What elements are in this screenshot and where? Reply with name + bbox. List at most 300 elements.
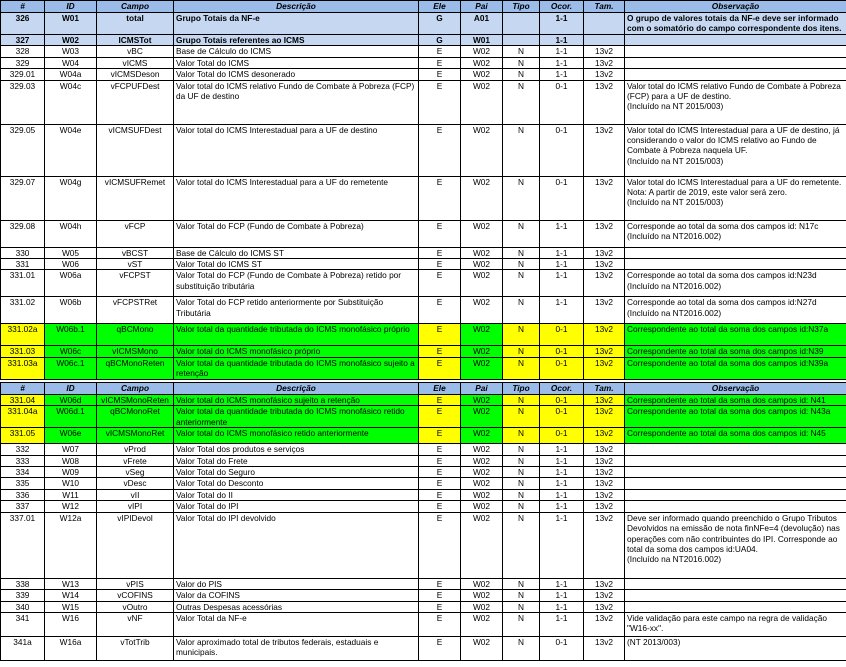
cell-text: Valor total do ICMS Interestadual para a UF de destino, já considerando o valor do ICMS relativo ao Fundo de Combate à Pobreza naquela UF. (Incluído na NT 2015/003): [627, 124, 840, 166]
cell-text: Base de Cálculo do ICMS ST: [176, 247, 284, 258]
cell-parent-id: [461, 124, 503, 176]
cell-text: 0-1: [555, 428, 568, 439]
cell-description: [174, 247, 419, 258]
cell-text: 331.01: [9, 270, 36, 281]
cell-description: [174, 80, 419, 124]
cell-text: vDesc: [123, 478, 147, 489]
cell-text: 13v2: [595, 259, 613, 270]
cell-text: Corresponde ao total da soma dos campos id:N23d (Incluído na NT2016.002): [627, 270, 817, 291]
table-row: [1, 489, 846, 500]
cell-text: 1-1: [555, 297, 568, 308]
cell-parent-id: [461, 444, 503, 455]
cell-text: 13v2: [595, 69, 613, 80]
cell-text: Valor total do ICMS Interestadual para a UF do remetente. Nota: A partir de 2019, este valor será zero. (Incluído na NT 2015/003): [627, 176, 842, 208]
cell-size: [584, 478, 625, 489]
cell-text: W15: [61, 601, 80, 612]
cell-text: W02: [472, 176, 491, 187]
cell-text: 0-1: [555, 406, 568, 417]
cell-text: 329.05: [9, 124, 36, 135]
cell-observation: [625, 357, 846, 379]
cell-text: 1-1: [555, 578, 568, 589]
cell-description: [174, 324, 419, 346]
table-row: [1, 259, 846, 270]
cell-text: 331: [15, 259, 30, 270]
cell-data-type: [503, 297, 540, 324]
cell-field-id: [45, 455, 97, 466]
cell-text: Valor Total do FCP (Fundo de Combate à Pobreza) retido por substituição tributária: [176, 270, 402, 291]
cell-text: 1-1: [555, 270, 568, 281]
cell-field-name: [97, 270, 174, 297]
cell-element-type: [419, 80, 461, 124]
cell-element-type: [419, 501, 461, 512]
cell-text: Valor total do ICMS Interestadual para a UF do remetente: [176, 176, 388, 187]
cell-data-type: [503, 601, 540, 612]
cell-field-id: [45, 297, 97, 324]
cell-text: E: [436, 46, 443, 57]
cell-text: G: [436, 13, 443, 23]
cell-text: 0-1: [555, 324, 568, 335]
cell-element-type: [419, 247, 461, 258]
cell-text: N: [518, 259, 524, 270]
cell-text: E: [436, 324, 443, 335]
cell-text: N: [518, 636, 524, 647]
cell-size: [584, 46, 625, 57]
cell-element-type: [419, 455, 461, 466]
cell-text: vFCPST: [119, 270, 151, 281]
cell-field-id: [45, 478, 97, 489]
cell-row-number: [1, 80, 45, 124]
cell-text: W02: [61, 35, 80, 45]
cell-observation: [625, 428, 846, 444]
cell-text: Valor aproximado total de tributos federais, estaduais e municipais.: [176, 636, 379, 658]
cell-observation: [625, 501, 846, 512]
cell-row-number: [1, 636, 45, 660]
cell-text: 13v2: [595, 501, 613, 512]
cell-row-number: [1, 346, 45, 357]
cell-text: N: [518, 444, 524, 455]
cell-description: [174, 35, 419, 46]
cell-field-name: [97, 406, 174, 428]
cell-parent-id: [461, 57, 503, 68]
cell-text: E: [436, 601, 443, 612]
cell-description: [174, 394, 419, 405]
cell-occurrence: [540, 13, 584, 35]
cell-text: 13v2: [595, 636, 613, 647]
cell-field-id: [45, 124, 97, 176]
cell-field-name: [97, 455, 174, 466]
cell-text: vFCP: [124, 220, 146, 231]
cell-parent-id: [461, 346, 503, 357]
table-row: [1, 512, 846, 578]
cell-field-name: [97, 467, 174, 478]
cell-parent-id: [461, 357, 503, 379]
cell-text: 13v2: [595, 270, 613, 281]
table-body: [1, 1, 846, 661]
cell-field-id: [45, 467, 97, 478]
cell-text: E: [436, 270, 443, 281]
cell-text: 328: [15, 46, 30, 57]
cell-observation: [625, 57, 846, 68]
cell-text: Valor total da quantidade tributada do ICMS monofásico sujeito a retenção: [176, 357, 415, 379]
cell-size: [584, 297, 625, 324]
cell-text: Valor total do ICMS monofásico sujeito a retenção: [176, 394, 360, 405]
table-row: [1, 406, 846, 428]
cell-occurrence: [540, 478, 584, 489]
cell-field-id: [45, 57, 97, 68]
cell-element-type: [419, 35, 461, 46]
cell-text: E: [436, 297, 443, 308]
cell-text: vBC: [127, 46, 143, 57]
cell-text: G: [436, 35, 443, 45]
cell-parent-id: [461, 601, 503, 612]
cell-text: W14: [61, 590, 80, 601]
cell-text: 1-1: [555, 46, 568, 57]
cell-occurrence: [540, 357, 584, 379]
cell-text: Valor do PIS: [176, 578, 222, 589]
table-row: [1, 478, 846, 489]
cell-text: W09: [61, 467, 80, 478]
cell-field-id: [45, 428, 97, 444]
cell-text: 13v2: [595, 297, 613, 308]
cell-text: E: [436, 247, 443, 258]
cell-text: 13v2: [595, 357, 613, 368]
cell-text: vFrete: [123, 455, 147, 466]
cell-field-name: [97, 489, 174, 500]
cell-field-name: [97, 444, 174, 455]
cell-row-number: [1, 455, 45, 466]
cell-occurrence: [540, 176, 584, 220]
cell-text: 13v2: [595, 324, 613, 335]
cell-text: W02: [472, 590, 491, 601]
cell-text: W02: [472, 57, 491, 68]
cell-parent-id: [461, 270, 503, 297]
cell-text: 1-1: [555, 489, 568, 500]
cell-text: 0-1: [555, 176, 568, 187]
cell-data-type: [503, 636, 540, 660]
cell-text: 13v2: [595, 612, 613, 623]
cell-field-name: [97, 297, 174, 324]
cell-row-number: [1, 512, 45, 578]
cell-element-type: [419, 176, 461, 220]
cell-text: W08: [61, 455, 80, 466]
cell-observation: [625, 455, 846, 466]
column-header-size: Tam.: [584, 382, 625, 394]
table-row: [1, 346, 846, 357]
cell-observation: [625, 444, 846, 455]
cell-size: [584, 259, 625, 270]
cell-text: 332: [15, 444, 30, 455]
cell-field-name: [97, 346, 174, 357]
cell-text: W04g: [59, 176, 82, 187]
cell-description: [174, 428, 419, 444]
cell-field-id: [45, 259, 97, 270]
table-row: [1, 57, 846, 68]
cell-text: E: [436, 124, 443, 135]
cell-size: [584, 455, 625, 466]
cell-text: vSeg: [125, 467, 145, 478]
cell-text: W06d: [59, 394, 82, 405]
cell-data-type: [503, 512, 540, 578]
cell-parent-id: [461, 220, 503, 247]
cell-text: 1-1: [555, 13, 568, 23]
table-row: [1, 46, 846, 57]
cell-text: Correspondente ao total da soma dos campos id: N45: [627, 428, 826, 439]
cell-text: 1-1: [555, 512, 568, 523]
cell-observation: [625, 46, 846, 57]
cell-field-id: [45, 270, 97, 297]
cell-description: [174, 406, 419, 428]
cell-size: [584, 270, 625, 297]
cell-size: [584, 444, 625, 455]
cell-text: N: [518, 478, 524, 489]
table-row: [1, 270, 846, 297]
cell-field-id: [45, 220, 97, 247]
cell-observation: [625, 394, 846, 405]
cell-row-number: [1, 444, 45, 455]
cell-field-name: [97, 478, 174, 489]
cell-field-id: [45, 46, 97, 57]
cell-description: [174, 501, 419, 512]
cell-text: E: [436, 220, 443, 231]
cell-size: [584, 69, 625, 80]
cell-field-id: [45, 13, 97, 35]
cell-row-number: [1, 124, 45, 176]
cell-text: E: [436, 394, 443, 405]
column-header-parent-id: Pai: [461, 382, 503, 394]
cell-element-type: [419, 512, 461, 578]
cell-data-type: [503, 124, 540, 176]
cell-text: N: [518, 57, 524, 68]
cell-text: E: [436, 489, 443, 500]
cell-description: [174, 601, 419, 612]
cell-text: vICMSMonoRet: [105, 428, 165, 439]
cell-data-type: [503, 259, 540, 270]
cell-occurrence: [540, 124, 584, 176]
table-row: [1, 176, 846, 220]
cell-text: 327: [15, 35, 30, 45]
cell-text: vCOFINS: [117, 590, 153, 601]
cell-size: [584, 406, 625, 428]
cell-text: E: [436, 428, 443, 439]
cell-data-type: [503, 346, 540, 357]
column-header-row-number: #: [1, 382, 45, 394]
cell-text: 0-1: [555, 80, 568, 91]
cell-text: W02: [472, 636, 491, 647]
cell-observation: [625, 13, 846, 35]
cell-element-type: [419, 394, 461, 405]
cell-row-number: [1, 270, 45, 297]
cell-text: E: [436, 455, 443, 466]
cell-row-number: [1, 357, 45, 379]
cell-text: vICMSMonoReten: [101, 394, 169, 405]
cell-size: [584, 13, 625, 35]
cell-text: 13v2: [595, 478, 613, 489]
cell-row-number: [1, 247, 45, 258]
cell-text: W06d.1: [56, 406, 85, 417]
cell-description: [174, 512, 419, 578]
cell-observation: [625, 124, 846, 176]
cell-data-type: [503, 13, 540, 35]
cell-text: W02: [472, 247, 491, 258]
cell-field-name: [97, 501, 174, 512]
cell-element-type: [419, 259, 461, 270]
table-row: [1, 357, 846, 379]
cell-text: W06b: [59, 297, 82, 308]
cell-text: W07: [61, 444, 80, 455]
cell-text: W02: [472, 478, 491, 489]
column-header-observation: Observação: [625, 382, 846, 394]
cell-text: W06b.1: [56, 324, 85, 335]
cell-text: N: [518, 428, 524, 439]
cell-data-type: [503, 467, 540, 478]
cell-text: W04a: [59, 69, 82, 80]
cell-field-name: [97, 428, 174, 444]
cell-field-name: [97, 35, 174, 46]
column-header-description: Descrição: [174, 1, 419, 13]
cell-text: vIPIDevol: [117, 512, 153, 523]
cell-text: E: [436, 444, 443, 455]
cell-field-id: [45, 406, 97, 428]
cell-text: E: [436, 346, 443, 357]
cell-text: W12: [61, 501, 80, 512]
cell-size: [584, 357, 625, 379]
cell-text: E: [436, 259, 443, 270]
cell-description: [174, 259, 419, 270]
cell-text: 13v2: [595, 601, 613, 612]
cell-parent-id: [461, 46, 503, 57]
cell-text: W01: [61, 13, 80, 23]
cell-occurrence: [540, 220, 584, 247]
cell-field-id: [45, 601, 97, 612]
cell-row-number: [1, 176, 45, 220]
cell-text: N: [518, 590, 524, 601]
cell-text: 331.04a: [7, 406, 38, 417]
cell-description: [174, 220, 419, 247]
cell-data-type: [503, 247, 540, 258]
cell-text: vNF: [127, 612, 143, 623]
cell-observation: [625, 590, 846, 601]
cell-occurrence: [540, 259, 584, 270]
cell-field-name: [97, 357, 174, 379]
cell-text: Valor Total do FCP (Fundo de Combate à Pobreza): [176, 220, 364, 231]
table-row: [1, 247, 846, 258]
cell-occurrence: [540, 46, 584, 57]
cell-text: 13v2: [595, 455, 613, 466]
cell-text: 13v2: [595, 220, 613, 231]
cell-text: Valor Total do FCP retido anteriormente por Substituição Tributária: [176, 297, 384, 318]
cell-occurrence: [540, 455, 584, 466]
cell-text: 1-1: [555, 57, 568, 68]
table-row: [1, 455, 846, 466]
cell-field-name: [97, 124, 174, 176]
cell-text: N: [518, 220, 524, 231]
cell-text: Valor Total do IPI: [176, 501, 239, 512]
cell-text: E: [436, 357, 443, 368]
cell-element-type: [419, 346, 461, 357]
cell-field-id: [45, 35, 97, 46]
cell-field-name: [97, 69, 174, 80]
table-row: [1, 220, 846, 247]
cell-element-type: [419, 357, 461, 379]
cell-row-number: [1, 489, 45, 500]
table-row: [1, 124, 846, 176]
cell-text: N: [518, 578, 524, 589]
cell-text: N: [518, 176, 524, 187]
cell-parent-id: [461, 478, 503, 489]
cell-text: W02: [472, 124, 491, 135]
cell-data-type: [503, 406, 540, 428]
column-header-field-name: Campo: [97, 382, 174, 394]
cell-element-type: [419, 69, 461, 80]
cell-row-number: [1, 297, 45, 324]
cell-text: N: [518, 512, 524, 523]
cell-occurrence: [540, 346, 584, 357]
cell-occurrence: [540, 467, 584, 478]
cell-text: Valor Total do ICMS desonerado: [176, 69, 296, 80]
cell-size: [584, 590, 625, 601]
cell-text: 13v2: [595, 57, 613, 68]
cell-row-number: [1, 259, 45, 270]
cell-field-id: [45, 501, 97, 512]
cell-text: Valor Total do Frete: [176, 455, 248, 466]
cell-row-number: [1, 46, 45, 57]
cell-observation: [625, 259, 846, 270]
cell-field-id: [45, 489, 97, 500]
cell-row-number: [1, 406, 45, 428]
cell-text: W02: [472, 406, 491, 417]
cell-row-number: [1, 478, 45, 489]
cell-text: 1-1: [555, 69, 568, 80]
cell-element-type: [419, 406, 461, 428]
table-row: [1, 590, 846, 601]
cell-parent-id: [461, 455, 503, 466]
cell-data-type: [503, 35, 540, 46]
header-row: [1, 382, 846, 394]
cell-text: 1-1: [555, 444, 568, 455]
cell-field-id: [45, 324, 97, 346]
cell-element-type: [419, 601, 461, 612]
cell-text: W02: [472, 444, 491, 455]
cell-text: W05: [61, 247, 80, 258]
cell-text: Valor Total da NF-e: [176, 612, 247, 623]
cell-text: N: [518, 270, 524, 281]
cell-element-type: [419, 612, 461, 636]
column-header-description: Descrição: [174, 382, 419, 394]
cell-occurrence: [540, 270, 584, 297]
cell-description: [174, 612, 419, 636]
cell-field-id: [45, 394, 97, 405]
cell-text: Valor Total dos produtos e serviços: [176, 444, 305, 455]
column-header-element-type: Ele: [419, 1, 461, 13]
cell-text: W02: [472, 467, 491, 478]
column-header-observation: Observação: [625, 1, 846, 13]
cell-occurrence: [540, 297, 584, 324]
cell-observation: [625, 324, 846, 346]
cell-description: [174, 478, 419, 489]
cell-text: 1-1: [555, 259, 568, 270]
cell-text: N: [518, 406, 524, 417]
cell-data-type: [503, 428, 540, 444]
cell-text: N: [518, 467, 524, 478]
cell-field-name: [97, 57, 174, 68]
table-row: [1, 80, 846, 124]
cell-text: Deve ser informado quando preenchido o Grupo Tributos Devolvidos na emissão de nota finNFe=4 (devolução) nas operações com não contribuintes do IPI. Corresponde ao total da soma dos campos id:UA04. (Incluído na NT2016.002): [627, 512, 840, 565]
cell-text: vPIS: [126, 578, 144, 589]
cell-text: E: [436, 69, 443, 80]
cell-text: 335: [15, 478, 30, 489]
cell-element-type: [419, 46, 461, 57]
cell-data-type: [503, 357, 540, 379]
